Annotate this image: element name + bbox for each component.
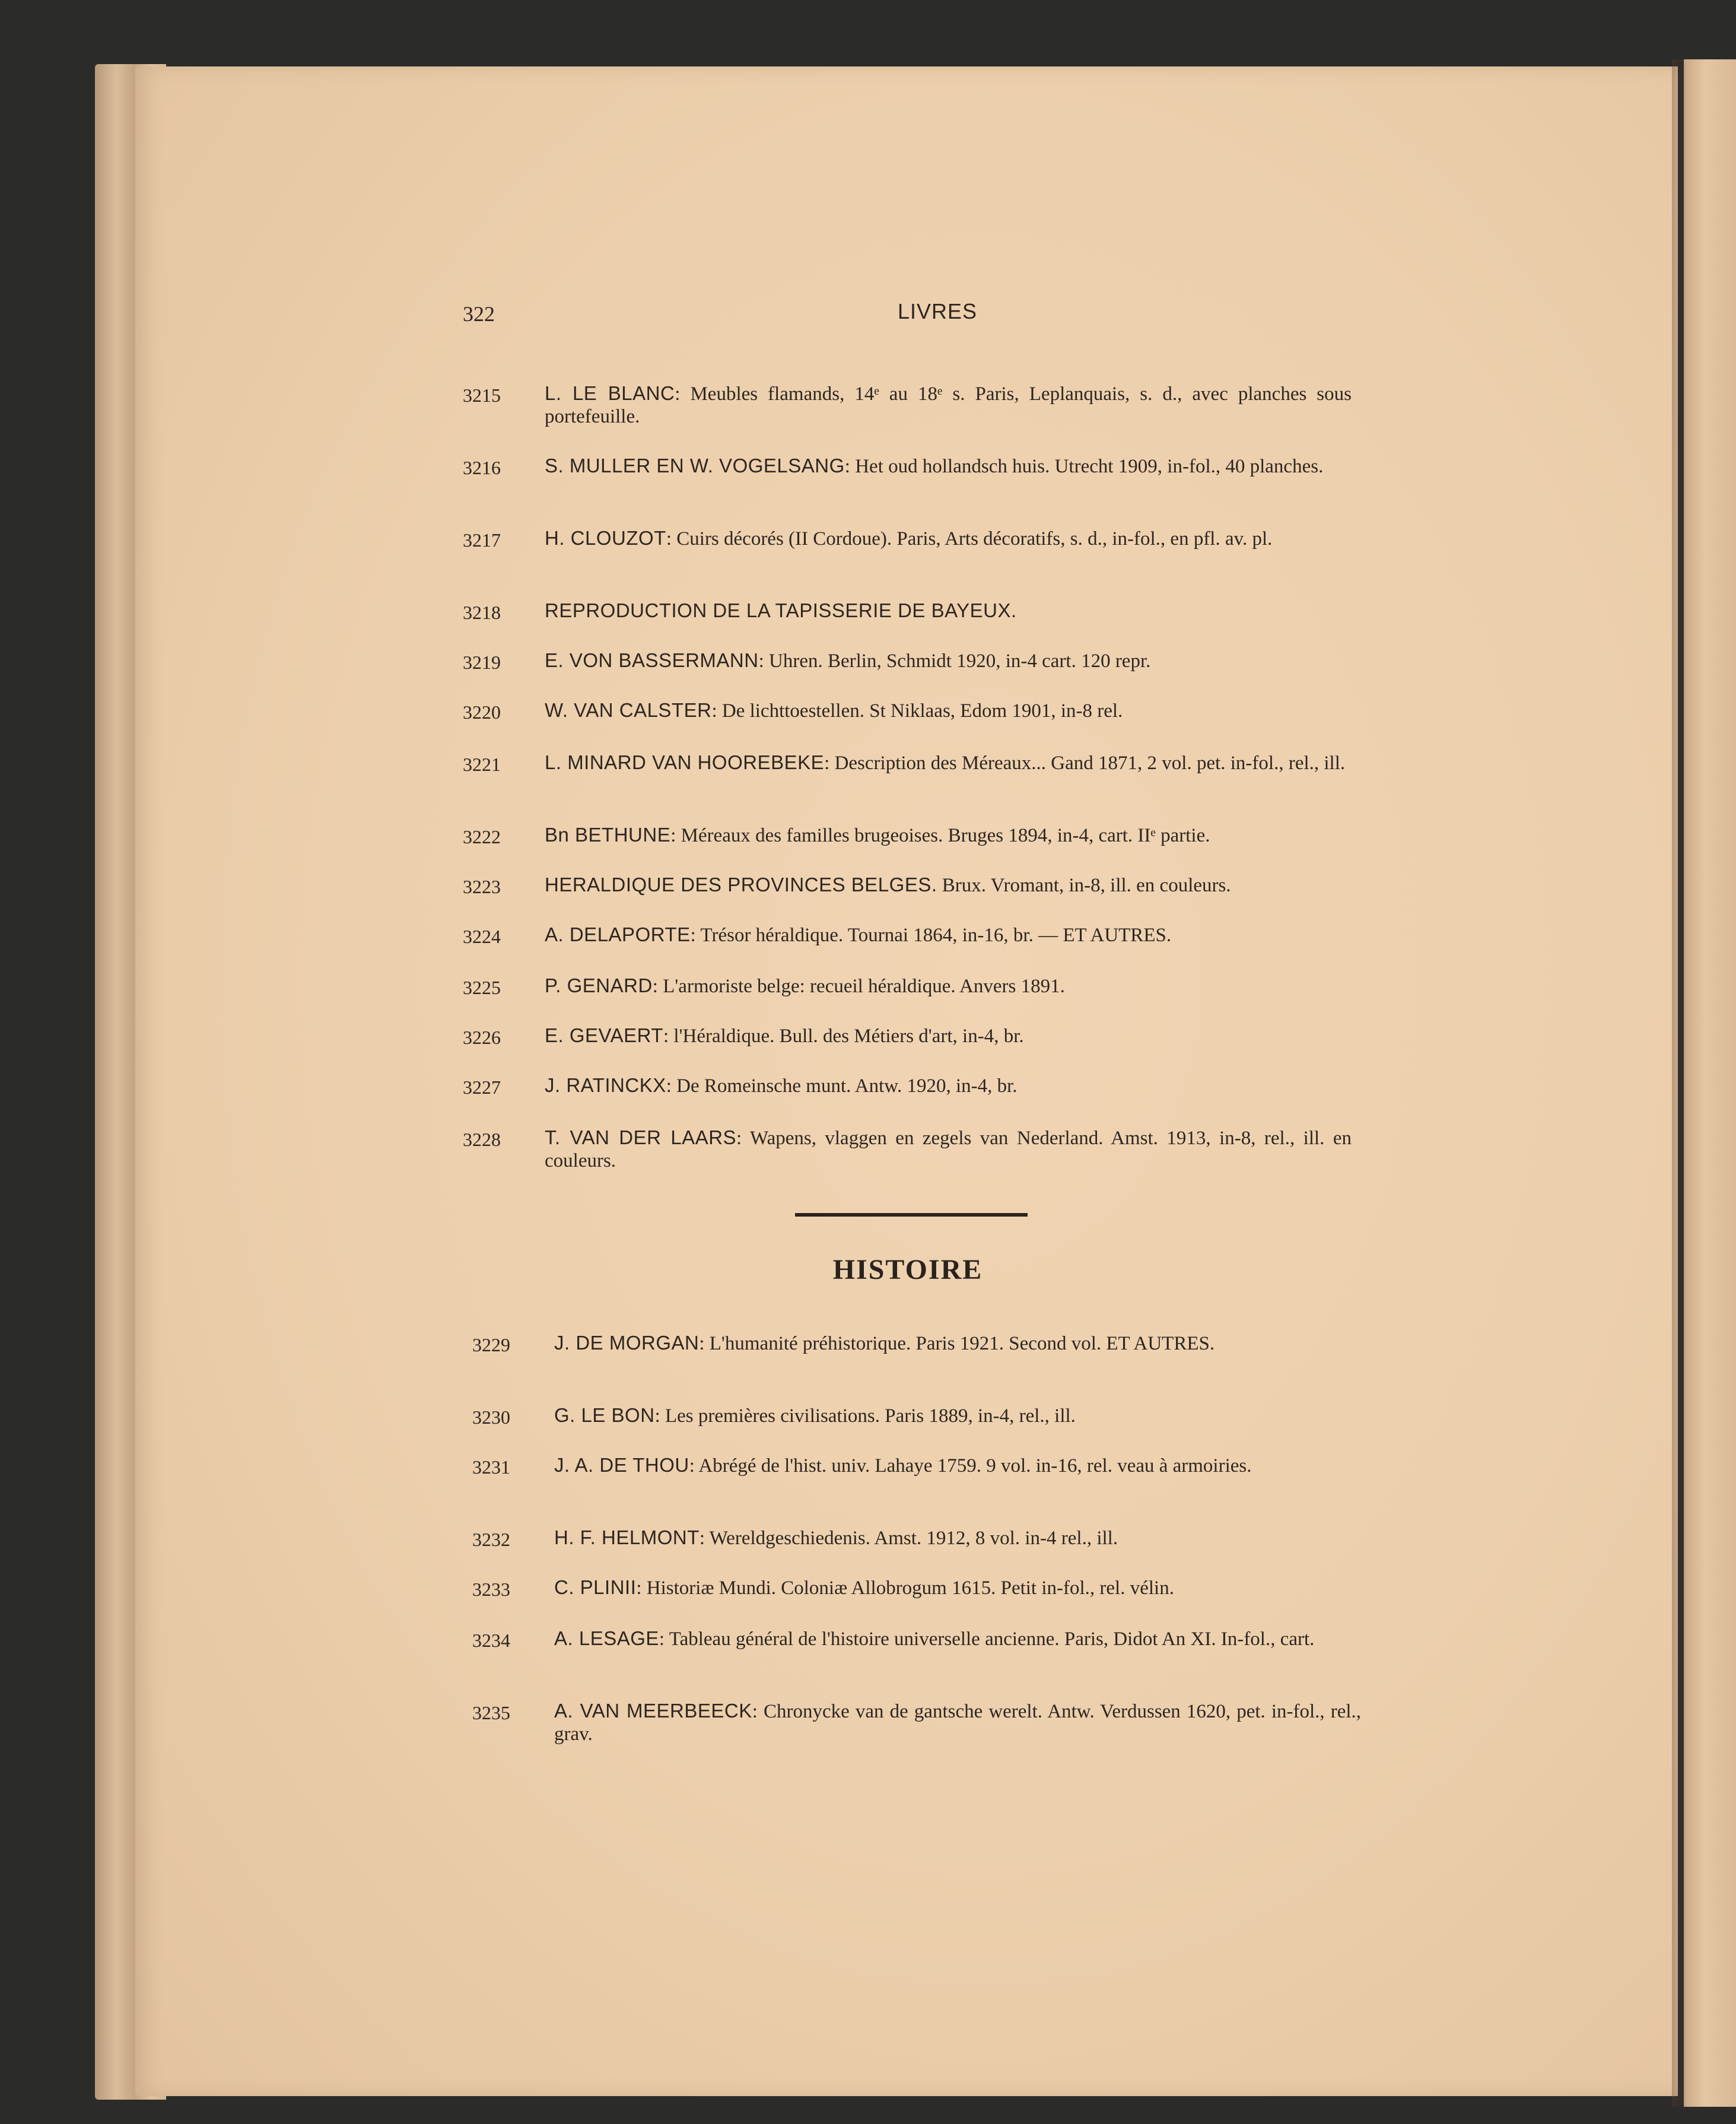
lot-number: 3228 [463, 1129, 501, 1150]
section-divider [795, 1213, 1028, 1217]
entry-author: HERALDIQUE DES PROVINCES BELGES. [545, 874, 937, 896]
lot-number: 3234 [472, 1630, 510, 1651]
entry-text [545, 874, 1352, 897]
entry-text [554, 1526, 1361, 1550]
entry-description: : Cuirs décorés (II Cordoue). Paris, Arts décoratifs, s. d., in-fol., en pfl. av. pl. [666, 528, 1273, 550]
entry-description: : Méreaux des familles brugeoises. Bruges 1894, in-4, cart. IIᵉ partie. [670, 825, 1210, 846]
entry-text [545, 923, 1352, 947]
entry-author: H. F. HELMONT [554, 1526, 700, 1548]
entry-description: : Abrégé de l'hist. univ. Lahaye 1759. 9 vol. in-16, rel. veau à armoiries. [689, 1455, 1252, 1477]
gutter-shadow [1672, 59, 1686, 2107]
lot-number: 3217 [463, 529, 501, 551]
lot-number: 3218 [463, 602, 501, 623]
lot-number: 3225 [463, 977, 501, 998]
entry-author: G. LE BON [554, 1404, 655, 1426]
lot-number: 3216 [463, 457, 501, 478]
entry-author: J. DE MORGAN [554, 1332, 700, 1354]
entry-description: : Les premières civilisations. Paris 1889, in-4, rel., ill. [654, 1405, 1076, 1427]
entry-description: : Het oud hollandsch huis. Utrecht 1909, in-fol., 40 planches. [844, 456, 1324, 477]
entry-description: : De lichttoestellen. St Niklaas, Edom 1901, in-8 rel. [711, 700, 1123, 722]
lot-number: 3219 [463, 652, 501, 673]
entry-author: A. DELAPORTE [545, 923, 691, 945]
entry-description: : l'Héraldique. Bull. des Métiers d'art, in-4, br. [663, 1026, 1024, 1047]
entry-author: L. LE BLANC [545, 382, 675, 404]
entry-text [545, 527, 1352, 550]
lot-number: 3233 [472, 1579, 510, 1600]
lot-number: 3226 [463, 1027, 501, 1048]
entry-text [554, 1576, 1361, 1599]
entry-author: L. MINARD VAN HOOREBEKE [545, 751, 825, 773]
entry-text [545, 455, 1352, 478]
entry-author: W. VAN CALSTER [545, 699, 712, 721]
facing-page-edge [1684, 59, 1736, 2107]
entry-description: : Chronycke van de gantsche werelt. Antw. Verdussen 1620, pet. in-fol., rel., grav. [554, 1701, 1362, 1745]
entry-description: : Uhren. Berlin, Schmidt 1920, in-4 cart. 120 repr. [758, 650, 1151, 672]
entry-description: : Trésor héraldique. Tournai 1864, in-16, br. — ET AUTRES. [690, 925, 1172, 946]
entry-text [545, 1126, 1352, 1172]
entry-author: J. A. DE THOU [554, 1454, 689, 1476]
entry-description: : Meubles flamands, 14ᵉ au 18ᵉ s. Paris, Leplanquais, s. d., avec planches sous portefeuille. [545, 383, 1352, 427]
entry-text [545, 599, 1352, 623]
lot-number: 3215 [463, 385, 501, 406]
entry-author: H. CLOUZOT [545, 527, 666, 549]
entry-description: : L'armoriste belge: recueil héraldique. Anvers 1891. [652, 976, 1065, 997]
entry-text [554, 1454, 1361, 1477]
entry-description: : Historiæ Mundi. Coloniæ Allobrogum 1615. Petit in-fol., rel. vélin. [636, 1577, 1174, 1599]
lot-number: 3230 [472, 1407, 510, 1428]
lot-number: 3227 [463, 1077, 501, 1098]
entry-author: S. MULLER EN W. VOGELSANG [545, 455, 845, 477]
lot-number: 3231 [472, 1456, 510, 1478]
entry-text [554, 1700, 1361, 1745]
entry-text [545, 382, 1352, 428]
entry-text [545, 649, 1352, 672]
entry-author: Bn BETHUNE [545, 824, 671, 846]
lot-number: 3229 [472, 1334, 510, 1355]
entry-author: REPRODUCTION DE LA TAPISSERIE DE BAYEUX. [545, 599, 1017, 621]
entry-description: : Tableau général de l'histoire universelle ancienne. Paris, Didot An XI. In-fol., cart. [659, 1628, 1315, 1650]
entry-text [545, 751, 1352, 774]
entry-text [545, 824, 1352, 847]
entry-description: : Description des Méreaux... Gand 1871, 2 vol. pet. in-fol., rel., ill. [824, 753, 1346, 774]
entry-text [545, 699, 1352, 722]
entry-text [554, 1404, 1361, 1427]
entry-author: E. VON BASSERMANN [545, 649, 759, 671]
entry-author: A. VAN MEERBEECK [554, 1700, 752, 1722]
entry-text [554, 1332, 1361, 1355]
lot-number: 3232 [472, 1529, 510, 1550]
lot-number: 3224 [463, 926, 501, 947]
section-title: HISTOIRE [832, 1254, 983, 1285]
entry-author: T. VAN DER LAARS [545, 1126, 737, 1148]
entry-author: E. GEVAERT [545, 1024, 664, 1046]
entry-description: : Wereldgeschiedenis. Amst. 1912, 8 vol. in-4 rel., ill. [699, 1528, 1118, 1549]
entry-author: P. GENARD [545, 974, 653, 996]
entry-text [545, 974, 1352, 998]
lot-number: 3223 [463, 876, 501, 897]
lot-number: 3221 [463, 754, 501, 775]
entry-description: : L'humanité préhistorique. Paris 1921. Second vol. ET AUTRES. [699, 1333, 1215, 1354]
entry-text [545, 1074, 1352, 1097]
entry-description: Brux. Vromant, in-8, ill. en couleurs. [937, 875, 1231, 896]
entry-text [545, 1024, 1352, 1047]
entry-author: C. PLINII [554, 1576, 637, 1598]
running-title: LIVRES [897, 299, 978, 323]
entry-text [554, 1627, 1361, 1650]
lot-number: 3222 [463, 826, 501, 847]
entry-author: A. LESAGE [554, 1627, 659, 1649]
lot-number: 3220 [463, 701, 501, 723]
page-number: 322 [463, 302, 495, 326]
entry-author: J. RATINCKX [545, 1074, 666, 1096]
entry-description: : De Romeinsche munt. Antw. 1920, in-4, br. [666, 1075, 1018, 1097]
lot-number: 3235 [472, 1702, 510, 1723]
entry-description: : Wapens, vlaggen en zegels van Nederland. Amst. 1913, in-8, rel., ill. en couleurs. [545, 1128, 1352, 1171]
